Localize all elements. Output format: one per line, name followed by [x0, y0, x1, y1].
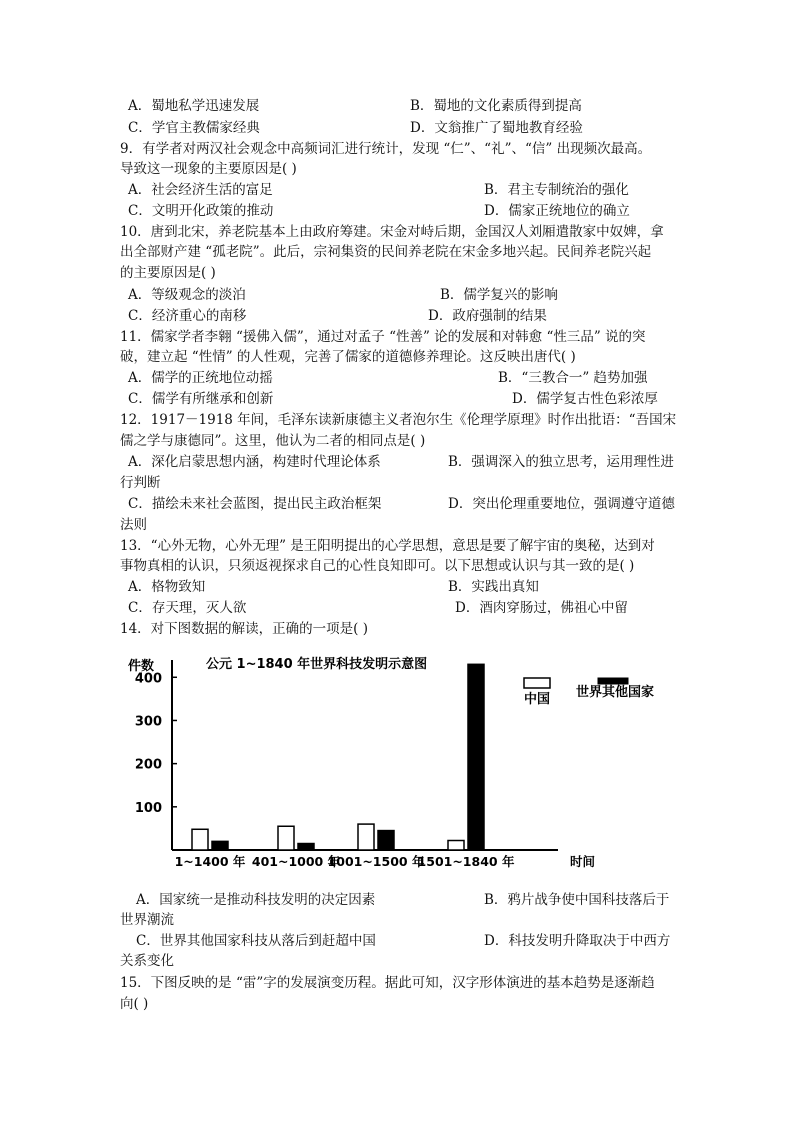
x-axis-label: 时间: [570, 854, 596, 869]
q11-option-b: B．“三教合一” 趋势加强: [498, 370, 648, 386]
q13-option-d: D．酒肉穿肠过，佛祖心中留: [455, 600, 628, 616]
bar-other-countries: [378, 831, 394, 850]
q15-stem-line-2: 向( ): [120, 996, 149, 1012]
x-tick-label: 401~1000 年: [251, 854, 341, 869]
y-axis-label: 件数: [128, 659, 155, 674]
q12-option-c: C．描绘未来社会蓝图，提出民主政治框架: [128, 496, 382, 512]
q13-option-a: A．格物致知: [128, 579, 206, 595]
q14-option-d: D．科技发明升降取决于中西方: [484, 933, 671, 949]
bar-china: [448, 841, 464, 851]
q8-option-c: C．学官主教儒家经典: [128, 120, 260, 136]
q14-option-a-line-2: 世界潮流: [120, 912, 174, 928]
bar-china: [192, 829, 208, 850]
chart-title: 公元 1~1840 年世界科技发明示意图: [206, 657, 428, 672]
q9-option-c: C．文明开化政策的推动: [128, 203, 274, 219]
q13-stem-line-2: 事物真相的认识，只须返视探求自己的心性良知即可。以下思想或认识与其一致的是( ): [120, 558, 635, 574]
q15-stem-line-1: 15．下图反映的是 “雷”字的发展演变历程。据此可知，汉字形体演进的基本趋势是逐渐趋: [120, 975, 655, 991]
q10-stem-line-1: 10．唐到北宋，养老院基本上由政府筹建。宋金对峙后期，金国汉人刘厢遣散家中奴婢，拿: [120, 224, 664, 240]
q9-option-a: A．社会经济生活的富足: [128, 182, 273, 198]
q14-option-a-line-1: A．国家统一是推动科技发明的决定因素: [136, 892, 376, 908]
q11-stem-line-1: 11．儒家学者李翱 “援佛入儒”，通过对孟子 “性善” 论的发展和对韩愈 “性三品” 说的突: [120, 329, 646, 345]
q12-option-b-line-2: 行判断: [120, 475, 161, 491]
bar-china: [278, 826, 294, 850]
legend-swatch-china: [524, 678, 550, 688]
q14-option-b: B．鸦片战争使中国科技落后于: [484, 892, 670, 908]
bar-other-countries: [468, 664, 484, 850]
q11-option-c: C．儒学有所继承和创新: [128, 391, 274, 407]
q9-stem-line-1: 9．有学者对两汉社会观念中高频词汇进行统计，发现 “仁”、“礼”、“信” 出现频次最高。: [120, 141, 652, 157]
legend-swatch-other-countries: [598, 678, 628, 684]
y-tick-label: 400: [134, 671, 162, 687]
x-tick-label: 1001~1500 年: [327, 854, 425, 869]
q8-option-b: B．蜀地的文化素质得到提高: [410, 98, 582, 114]
q10-option-d: D．政府强制的结果: [428, 308, 547, 324]
legend-label-other-countries: 世界其他国家: [576, 685, 655, 700]
legend-label-china: 中国: [524, 692, 551, 707]
q11-option-a: A．儒学的正统地位动摇: [128, 370, 273, 386]
x-tick-label: 1501~1840 年: [417, 854, 515, 869]
y-tick-label: 200: [134, 757, 162, 773]
q9-option-d: D．儒家正统地位的确立: [484, 203, 630, 219]
q8-option-d: D．文翁推广了蜀地教育经验: [410, 120, 583, 136]
q9-stem-line-2: 导致这一现象的主要原因是( ): [120, 161, 297, 177]
q10-stem-line-3: 的主要原因是( ): [120, 265, 216, 281]
q12-stem-line-2: 儒之学与康德同”。这里，他认为二者的相同点是( ): [120, 433, 426, 449]
q12-stem-line-1: 12．1917－1918 年间，毛泽东读新康德主义者泡尔生《伦理学原理》时作出批语：“吾国宋: [120, 412, 677, 428]
y-tick-label: 100: [134, 800, 162, 816]
q12-option-d-line-1: D．突出伦理重要地位，强调遵守道德: [448, 496, 675, 512]
q12-option-b-line-1: B．强调深入的独立思考，运用理性进: [448, 454, 674, 470]
bar-other-countries: [298, 844, 314, 850]
bar-china: [358, 824, 374, 850]
q14-option-c-line-2: 关系变化: [120, 953, 174, 969]
q13-option-c: C．存天理，灭人欲: [128, 600, 247, 616]
q13-option-b: B．实践出真知: [448, 579, 539, 595]
q10-stem-line-2: 出全部财产建 “孤老院”。此后，宗祠集资的民间养老院在宋金多地兴起。民间养老院兴起: [120, 244, 652, 260]
q14-option-c-line-1: C．世界其他国家科技从落后到赶超中国: [136, 933, 376, 949]
x-tick-label: 1~1400 年: [174, 854, 246, 869]
q12-option-d-line-2: 法则: [120, 517, 147, 533]
q10-option-b: B．儒学复兴的影响: [440, 287, 558, 303]
q10-option-c: C．经济重心的南移: [128, 308, 247, 324]
invention-bar-chart: [128, 652, 688, 874]
q8-option-a: A．蜀地私学迅速发展: [128, 98, 260, 114]
bar-other-countries: [212, 841, 228, 850]
q11-option-d: D．儒学复古性色彩浓厚: [512, 391, 658, 407]
q10-option-a: A．等级观念的淡泊: [128, 287, 246, 303]
q9-option-b: B．君主专制统治的强化: [484, 182, 629, 198]
q14-stem: 14．对下图数据的解读，正确的一项是( ): [120, 621, 369, 637]
y-tick-label: 300: [134, 714, 162, 730]
q12-option-a: A．深化启蒙思想内涵，构建时代理论体系: [128, 454, 381, 470]
q13-stem-line-1: 13．“心外无物，心外无理” 是王阳明提出的心学思想，意思是要了解宇宙的奥秘，达到对: [120, 538, 655, 554]
q11-stem-line-2: 破，建立起 “性情” 的人性观，完善了儒家的道德修养理论。这反映出唐代( ): [120, 349, 576, 365]
